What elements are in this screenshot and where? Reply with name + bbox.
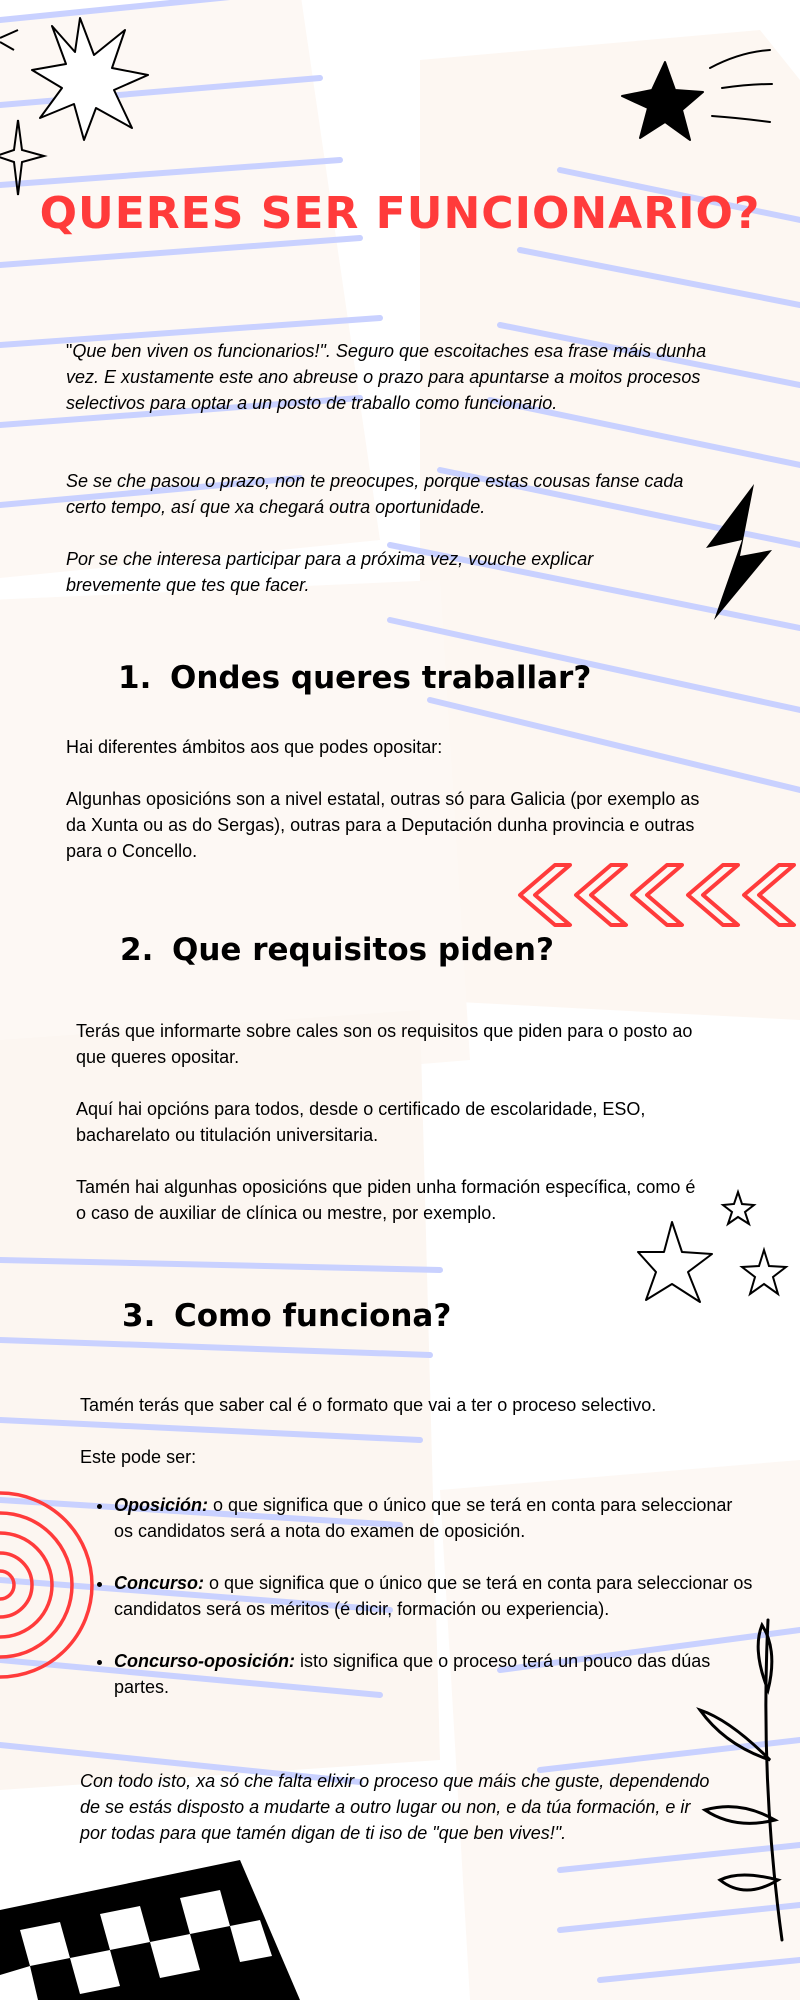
list-item-term: Concurso-oposición: <box>114 1651 295 1671</box>
intro-paragraph-3: Por se che interesa participar para a próxima vez, vouche explicar brevemente que tes que facer. <box>66 549 594 595</box>
list-item <box>114 1492 754 1544</box>
section-3-paragraph-2: Este pode ser: <box>80 1447 197 1467</box>
section-2-paragraph-2: Aquí hai opcións para todos, desde o certificado de escolaridade, ESO, bacharelato ou titulación universitaria. <box>76 1099 646 1145</box>
section-1-paragraph-1: Hai diferentes ámbitos aos que podes opositar: <box>66 737 443 757</box>
section-title: Ondes queres traballar? <box>170 660 592 696</box>
section-title: Como funciona? <box>174 1298 452 1334</box>
page-title: QUERES SER FUNCIONARIO? <box>39 188 761 239</box>
list-item <box>114 1648 754 1700</box>
intro-text-1: Que ben viven os funcionarios!". Seguro que escoitaches esa frase máis dunha vez. E xustamente este ano abreuse o prazo para apuntarse a moitos procesos selectivos para optar a un posto de traballo como funcionario. <box>66 341 707 413</box>
intro-quote-mark: " <box>66 341 73 361</box>
section-2-paragraph-1: Terás que informarte sobre cales son os requisitos que piden para o posto ao que queres opositar. <box>76 1021 693 1067</box>
section-number: 3. <box>122 1298 156 1334</box>
section-3-heading <box>122 1298 451 1334</box>
section-number: 1. <box>118 660 152 696</box>
section-title: Que requisitos piden? <box>172 932 554 968</box>
section-1-paragraph-2: Algunhas oposicións son a nivel estatal, outras só para Galicia (por exemplo as da Xunta ou as do Sergas), outras para a Deputación dunha provincia e outras para o Concello. <box>66 789 700 861</box>
closing-paragraph: Con todo isto, xa só che falta elixir o proceso que máis che guste, dependendo de se estás disposto a mudarte a outro lugar ou non, e da túa formación, e ir por todas para que tamén digan de ti iso de "que ben vives!". <box>80 1771 710 1843</box>
process-types-list <box>86 1492 754 1726</box>
section-1-heading <box>118 660 591 696</box>
list-item-term: Concurso: <box>114 1573 204 1593</box>
intro-paragraph-1 <box>66 338 726 416</box>
section-2-heading <box>120 932 554 968</box>
section-2-paragraph-3: Tamén hai algunhas oposicións que piden unha formación específica, como é o caso de auxiliar de clínica ou mestre, por exemplo. <box>76 1177 696 1223</box>
list-item-text: o que significa que o único que se terá en conta para seleccionar os candidatos será a nota do examen de oposición. <box>114 1495 733 1541</box>
intro-paragraph-2: Se se che pasou o prazo, non te preocupes, porque estas cousas fanse cada certo tempo, así que xa chegará outra oportunidade. <box>66 471 684 517</box>
list-item <box>114 1570 754 1622</box>
section-3-paragraph-1: Tamén terás que saber cal é o formato que vai a ter o proceso selectivo. <box>80 1395 657 1415</box>
list-item-text: isto significa que o proceso terá un pouco das dúas partes. <box>114 1651 711 1697</box>
list-item-text: o que significa que o único que se terá en conta para seleccionar os candidatos será os méritos (é dicir, formación ou experiencia). <box>114 1573 753 1619</box>
list-item-term: Oposición: <box>114 1495 208 1515</box>
section-number: 2. <box>120 932 154 968</box>
